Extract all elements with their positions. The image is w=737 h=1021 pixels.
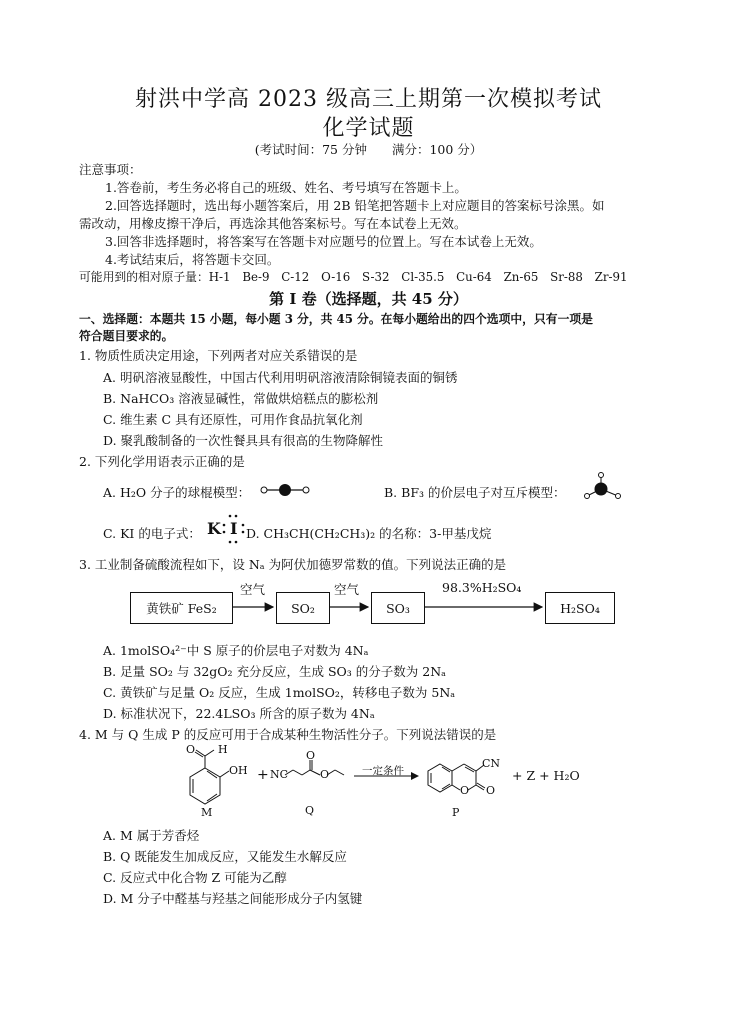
q3-option-a: A. 1molSO₄²⁻中 S 原子的价层电子对数为 4Nₐ — [103, 643, 369, 658]
q1-stem: 1. 物质性质决定用途，下列两者对应关系错误的是 — [79, 348, 358, 363]
flow-label-acid: 98.3%H₂SO₄ — [442, 580, 522, 595]
p-nitrile: CN — [482, 757, 501, 770]
exam-title: 射洪中学高 2023 级高三上期第一次模拟考试 — [135, 87, 602, 112]
reaction-byproducts: + Z + H₂O — [512, 768, 580, 783]
subject-title: 化学试题 — [322, 116, 415, 141]
flow-box-so2: SO₂ — [276, 592, 330, 624]
m-aldehyde-o: O — [186, 743, 196, 756]
m-hydroxyl: OH — [229, 764, 248, 777]
p-carbonyl-o: O — [486, 784, 496, 797]
q2-option-a: A. H₂O 分子的球棍模型： — [103, 485, 251, 500]
label-p: P — [452, 806, 460, 819]
q3-option-b: B. 足量 SO₂ 与 32gO₂ 充分反应，生成 SO₃ 的分子数为 2Nₐ — [103, 664, 446, 679]
flow-box-so3: SO₃ — [371, 592, 425, 624]
electron-formula-i: I — [230, 519, 238, 538]
molecule-p — [428, 764, 485, 792]
section-title: 第 I 卷（选择题，共 45 分） — [269, 290, 468, 308]
q1-option-d: D. 聚乳酸制备的一次性餐具具有很高的生物降解性 — [103, 433, 384, 448]
q1-option-a: A. 明矾溶液显酸性，中国古代利用明矾溶液清除铜镜表面的铜锈 — [103, 370, 458, 385]
section-intro: 一、选择题：本题共 15 小题，每小题 3 分，共 45 分。在每小题给出的四个选项中，只有一项是 — [79, 312, 593, 326]
q3-option-d: D. 标准状况下，22.4LSO₃ 所含的原子数为 4Nₐ — [103, 706, 375, 721]
label-m: M — [201, 806, 213, 819]
reaction-condition: 一定条件 — [362, 765, 404, 777]
p-ring-o: O — [460, 784, 470, 797]
q4-option-c: C. 反应式中化合物 Z 可能为乙醇 — [103, 870, 287, 885]
notice-item-1: 1.答卷前，考生务必将自己的班级、姓名、考号填写在答题卡上。 — [105, 180, 467, 195]
molecule-q — [285, 760, 344, 775]
q-ester-o: O — [320, 768, 330, 781]
label-q: Q — [305, 804, 315, 817]
notice-item-2: 2.回答选择题时，选出每小题答案后，用 2B 铅笔把答题卡上对应题目的答案标号涂黑。如 — [105, 198, 605, 213]
notice-item-3: 3.回答非选择题时，将答案写在答题卡对应题号的位置上。写在本试卷上无效。 — [105, 234, 542, 249]
notice-item-4: 4.考试结束后，将答题卡交回。 — [105, 252, 280, 267]
q1-option-b: B. NaHCO₃ 溶液显碱性，常做烘焙糕点的膨松剂 — [103, 391, 379, 406]
exam-time-score: (考试时间：75 分钟 满分：100 分） — [254, 142, 483, 157]
molecule-m — [190, 750, 229, 804]
flow-label-air-2: 空气 — [334, 582, 360, 597]
q2-option-d: D. CH₃CH(CH₂CH₃)₂ 的名称：3-甲基戊烷 — [246, 526, 492, 541]
q-carbonyl-o: O — [306, 749, 316, 762]
q3-option-c: C. 黄铁矿与足量 O₂ 反应，生成 1molSO₂，转移电子数为 5Nₐ — [103, 685, 456, 700]
q4-option-d: D. M 分子中醛基与羟基之间能形成分子内氢键 — [103, 891, 363, 906]
flow-box-h2so4: H₂SO₄ — [545, 592, 615, 624]
q2-option-b: B. BF₃ 的价层电子对互斥模型： — [384, 485, 566, 500]
section-intro-cont: 符合题目要求的。 — [79, 329, 174, 343]
q-nitrile: NC — [270, 768, 289, 781]
notice-heading: 注意事项： — [79, 162, 142, 177]
q2-stem: 2. 下列化学用语表示正确的是 — [79, 454, 245, 469]
q4-option-b: B. Q 既能发生加成反应，又能发生水解反应 — [103, 849, 347, 864]
q4-stem: 4. M 与 Q 生成 P 的反应可用于合成某种生物活性分子。下列说法错误的是 — [79, 727, 497, 742]
m-aldehyde-h: H — [218, 743, 228, 756]
plus-sign: + — [257, 767, 269, 783]
q4-option-a: A. M 属于芳香烃 — [103, 828, 200, 843]
q1-option-c: C. 维生素 C 具有还原性，可用作食品抗氧化剂 — [103, 412, 363, 427]
q3-stem: 3. 工业制备硫酸流程如下，设 Nₐ 为阿伏加德罗常数的值。下列说法正确的是 — [79, 557, 507, 572]
flow-box-pyrite: 黄铁矿 FeS₂ — [130, 592, 233, 624]
electron-formula-k: K — [207, 519, 221, 538]
atomic-masses: 可能用到的相对原子量：H-1 Be-9 C-12 O-16 S-32 Cl-35.5 Cu-64 Zn-65 Sr-88 Zr-91 — [79, 270, 628, 284]
q2-option-c: C. KI 的电子式： — [103, 526, 201, 541]
notice-item-2-cont: 需改动，用橡皮擦干净后，再选涂其他答案标号。写在本试卷上无效。 — [79, 216, 467, 231]
flow-label-air-1: 空气 — [240, 582, 266, 597]
